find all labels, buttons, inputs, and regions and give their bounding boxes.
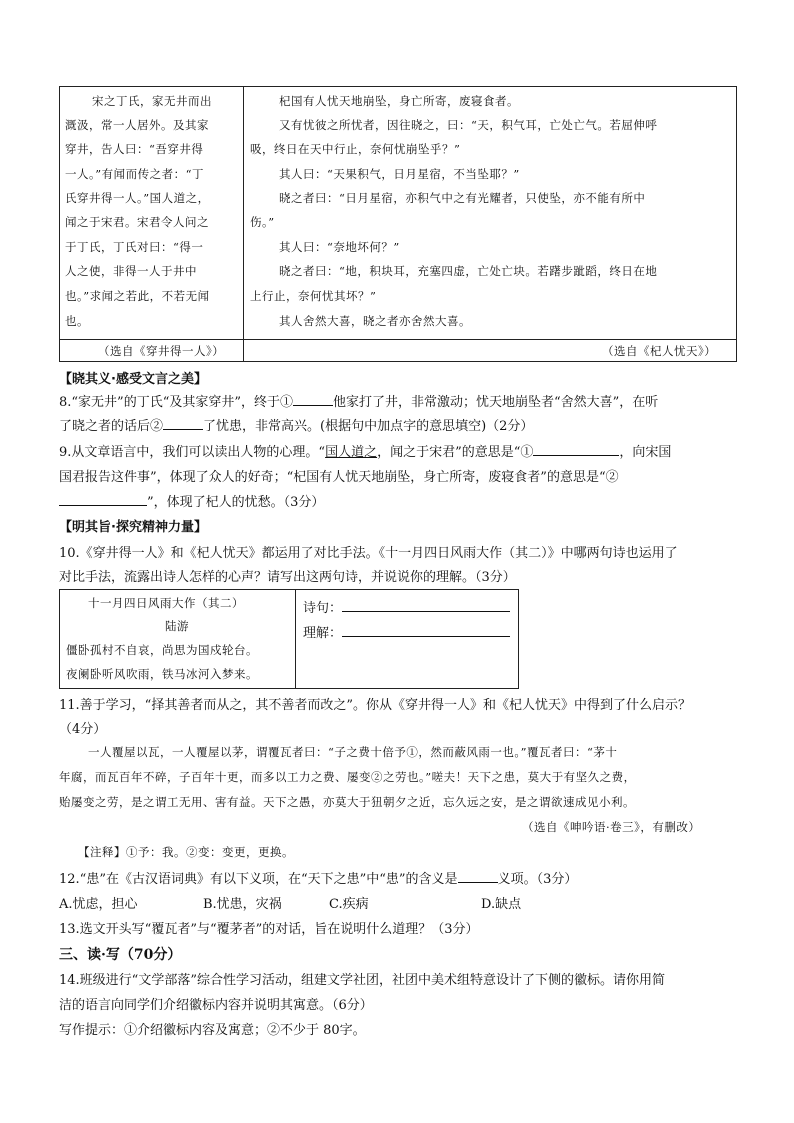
question-13: 13.选文开头写“覆瓦者”与“覆茅者”的对话，旨在说明什么道理？（3分） [59,922,479,937]
question-14: 14.班级进行“文学部落”综合性学习活动，组建文学社团，社团中美术组特意设计了下侧的徽标。请你用简 [59,973,665,988]
question-14-cont: 洁的语言向同学们介绍徽标内容并说明其寓意。（6分） [59,998,373,1013]
q9-text-5: ”，体现了杞人的忧愁。（3分） [147,495,325,510]
passage-right-line: 又有忧彼之所忧者，因往晓之，曰：“天，积气耳，亡处亡气。若屈伸呼 [279,118,658,132]
question-12 [59,868,577,887]
q9-blank-1[interactable] [533,443,619,456]
section-heading: 【晓其义·感受文言之美】 [59,372,207,387]
section-heading: 【明其旨·探究精神力量】 [59,520,207,535]
passage-left-line: 人之使，非得一人于井中 [65,264,197,278]
q9-blank-2[interactable] [59,493,147,506]
q9-text-3: ，向宋国 [619,445,672,460]
passage-3-line: 年腐，而瓦百年不碎，子百年十更，而多以工力之费、屡变②之劳也。”嗟夫！天下之患，莫大于有坚久之费， [59,770,636,784]
passage-right-line: 其人舍然大喜，晓之者亦舍然大喜。 [279,314,471,328]
passage-right-source: （选自《杞人忧天》） [602,344,717,358]
question-14-hint: 写作提示：①介绍徽标内容及寓意；②不少于 80字。 [59,1023,366,1038]
q8-text-4: 了忧患，非常高兴。(根据句中加点字的意思填空)（2分） [203,419,534,434]
q12-option-c: C.疾病 [329,897,369,912]
q12-option-d: D.缺点 [481,897,522,912]
passage-right-line: 上行止，奈何忧其坏？” [250,289,377,303]
question-9 [59,441,671,460]
q8-blank-1[interactable] [293,393,333,406]
answer-understanding-blank[interactable] [342,624,510,637]
poem-line: 僵卧孤村不自哀，尚思为国戍轮台。 [66,643,258,657]
q9-text-4: 国君报告这件事”，体现了众人的好奇；“杞国有人忧天地崩坠，身亡所寄，废寝食者”的意思是“② [59,470,619,485]
passage-left-line: 于丁氏，丁氏对曰：“得一 [65,240,204,254]
q8-text-1: 8.“家无井”的丁氏“及其家穿井”，终于① [59,395,293,410]
passage-left-source: （选自《穿井得一人》） [98,344,225,358]
q8-text-3: 了晓之者的话后② [59,419,164,434]
passage-table-divider [243,86,244,362]
q12-option-a: A.忧虑，担心 [59,897,138,912]
q12-text-1: 12.“患”在《古汉语词典》有以下义项，在“天下之患”中“患”的含义是 [59,872,458,887]
q9-text-2: ，闻之于宋君”的意思是“① [377,445,534,460]
q12-text-2: 义项。（3分） [497,872,578,887]
question-11-cont: （4分） [59,722,107,737]
passage-right-line: 吸，终日在天中行止，奈何忧崩坠乎？” [250,142,461,156]
passage-right-line: 伤。” [250,215,275,229]
question-8-cont [59,415,533,434]
answer-verse [303,597,510,616]
passage-3-line: 一人覆屋以瓦，一人覆屋以茅，谓覆瓦者曰：“子之费十倍予①，然而蔽风雨一也。”覆瓦者曰：“茅十 [88,745,618,759]
passage-right-line: 其人曰：“天果积气，日月星宿，不当坠耶？” [279,167,520,181]
passage-left-line: 一人。”有闻而传之者：“丁 [65,167,205,181]
passage-right-line: 晓之者曰：“地，积块耳，充塞四虚，亡处亡块。若躇步跐蹈，终日在地 [279,264,658,278]
passage-left-line: 穿井，告人曰：“吾穿井得 [65,142,204,156]
passage-source-divider [59,339,737,340]
q12-blank[interactable] [458,870,498,883]
passage-right-line: 其人曰：“奈地坏何？” [279,240,400,254]
passage-3-note: 【注释】①予：我。②变：变更，更换。 [78,845,294,859]
answer-understanding [303,622,510,641]
question-9-cont [59,466,619,485]
answer-verse-blank[interactable] [342,599,510,612]
passage-left-line: 氏穿井得一人。”国人道之， [65,191,210,205]
section-heading: 三、读·写（70分） [59,947,182,963]
passage-left-line: 闻之于宋君。宋君令人问之 [65,215,209,229]
passage-right-line: 杞国有人忧天地崩坠，身亡所寄，废寝食者。 [279,94,519,108]
q8-text-2: 他家打了井，非常激动；忧天地崩坠者“舍然大喜”，在听 [333,395,659,410]
passage-3-source: （选自《呻吟语·卷三》，有删改） [522,820,701,834]
passage-left-line: 宋之丁氏，家无井而出 [92,94,212,108]
q8-blank-2[interactable] [163,417,203,430]
passage-left-line: 也。”求闻之若此，不若无闻 [65,289,210,303]
q9-underlined: 国人道之 [325,445,378,460]
poem-author: 陆游 [165,619,189,633]
passage-right-line: 晓之者曰：“日月星宿，亦积气中之有光耀者，只使坠，亦不能有所中 [279,191,646,205]
passage-3-line: 贻屡变之劳，是之谓工无用、害有益。天下之愚，亦莫大于狃朝夕之近，忘久远之安，是之谓欲速成见小利。 [59,795,635,809]
poem-box-divider [295,589,296,689]
passage-left-line: 也。 [65,314,89,328]
question-11: 11.善于学习，“择其善者而从之，其不善者而改之”。你从《穿井得一人》和《杞人忧天》中得到了什么启示？ [59,698,691,713]
question-10-cont: 对比手法，流露出诗人怎样的心声？请写出这两句诗，并说说你的理解。（3分） [59,570,516,585]
question-10: 10.《穿井得一人》和《杞人忧天》都运用了对比手法。《十一月四日风雨大作（其二）》中哪两句诗也运用了 [59,546,678,561]
q12-option-b: B.忧患，灾祸 [203,897,282,912]
poem-title: 十一月四日风雨大作（其二） [88,596,244,610]
question-9-cont2 [59,491,324,510]
poem-line: 夜阑卧听风吹雨，铁马冰河入梦来。 [66,667,258,681]
answer-verse-label: 诗句： [303,601,343,616]
q9-text-1: 9.从文章语言中，我们可以读出人物的心理。“ [59,445,326,460]
passage-left-line: 溉汲，常一人居外。及其家 [65,118,209,132]
answer-understanding-label: 理解： [303,626,343,641]
question-8 [59,391,658,410]
